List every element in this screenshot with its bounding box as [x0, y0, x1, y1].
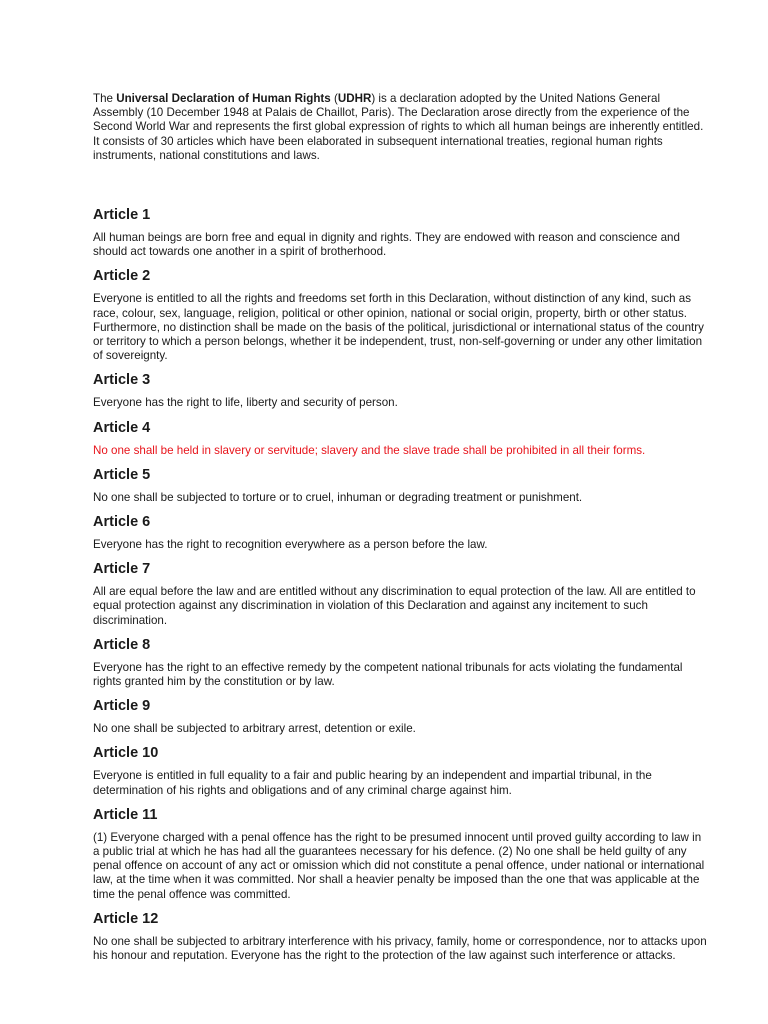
article-body: Everyone has the right to recognition everywhere as a person before the law. [93, 538, 488, 552]
article-heading: Article 6 [93, 514, 151, 531]
intro-pre: The [93, 92, 117, 105]
article-body: All are equal before the law and are entitled without any discrimination to equal protection of the law. All are entitled to equal protection against any discrimination in violation of this Declaration and against any incitement to such discrimination. [93, 585, 696, 627]
article-heading: Article 2 [93, 268, 151, 285]
intro-paragraph [93, 92, 708, 163]
article-heading: Article 9 [93, 698, 151, 715]
article-8 [93, 637, 708, 689]
article-heading: Article 1 [93, 207, 151, 224]
intro-mid: ( [330, 92, 338, 105]
article-11 [93, 807, 708, 902]
article-4 [93, 420, 708, 458]
article-12 [93, 911, 708, 963]
article-body: Everyone is entitled in full equality to a fair and public hearing by an independent and impartial tribunal, in the determination of his rights and obligations and of any criminal charge against him. [93, 769, 652, 797]
article-heading: Article 8 [93, 636, 151, 653]
article-body: No one shall be subjected to torture or to cruel, inhuman or degrading treatment or punishment. [93, 490, 583, 504]
article-6 [93, 514, 708, 552]
article-10 [93, 745, 708, 797]
article-heading: Article 4 [93, 419, 151, 436]
article-2 [93, 268, 708, 363]
article-3 [93, 372, 708, 410]
article-body: Everyone has the right to an effective remedy by the competent national tribunals for acts violating the fundamental rights granted him by the constitution or by law. [93, 660, 683, 689]
article-body-highlighted: No one shall be held in slavery or servitude; slavery and the slave trade shall be prohibited in all their forms. [93, 443, 646, 457]
article-7 [93, 561, 708, 628]
article-body: Everyone is entitled to all the rights and freedoms set forth in this Declaration, without distinction of any kind, such as race, colour, sex, language, religion, political or other opinion, national or social origin, property, birth or other status. Furthermore, no distinction shall be made on the basis of the political, jurisdictional or international status of the country or territory to which a person belongs, whether it be independent, trust, non-self-governing or under any other limitation of sovereignty. [93, 292, 704, 363]
article-heading: Article 7 [93, 561, 151, 578]
article-9 [93, 698, 708, 736]
article-body: All human beings are born free and equal in dignity and rights. They are endowed with reason and conscience and should act towards one another in a spirit of brotherhood. [93, 231, 680, 259]
intro-rest: ) is a declaration adopted by the United Nations General Assembly (10 December 1948 at Palais de Chaillot, Paris). The Declaration arose directly from the experience of the Second World War and represents the first global expression of rights to which all human beings are inherently entitled. It consists of 30 articles which have been elaborated in subsequent international treaties, regional human rights instruments, national constitutions and laws. [93, 92, 704, 162]
article-heading: Article 10 [93, 745, 159, 762]
article-heading: Article 11 [93, 806, 158, 823]
article-heading: Article 5 [93, 466, 151, 483]
article-5 [93, 467, 708, 505]
article-body: No one shall be subjected to arbitrary arrest, detention or exile. [93, 722, 416, 736]
article-1 [93, 207, 708, 259]
article-body: (1) Everyone charged with a penal offence has the right to be presumed innocent until proved guilty according to law in a public trial at which he has had all the guarantees necessary for his defence. (2) No one shall be held guilty of any penal offence on account of any act or omission which did not constitute a penal offence, under national or international law, at the time when it was committed. Nor shall a heavier penalty be imposed than the one that was applicable at the time the penal offence was committed. [93, 830, 705, 901]
article-heading: Article 12 [93, 910, 159, 927]
intro-abbr-bold: UDHR [337, 92, 372, 105]
intro-title-bold: Universal Declaration of Human Rights [116, 92, 331, 105]
article-body: Everyone has the right to life, liberty and security of person. [93, 396, 398, 410]
article-heading: Article 3 [93, 372, 151, 389]
article-body: No one shall be subjected to arbitrary interference with his privacy, family, home or correspondence, nor to attacks upon his honour and reputation. Everyone has the right to the protection of the law against such interference or attacks. [93, 934, 707, 963]
